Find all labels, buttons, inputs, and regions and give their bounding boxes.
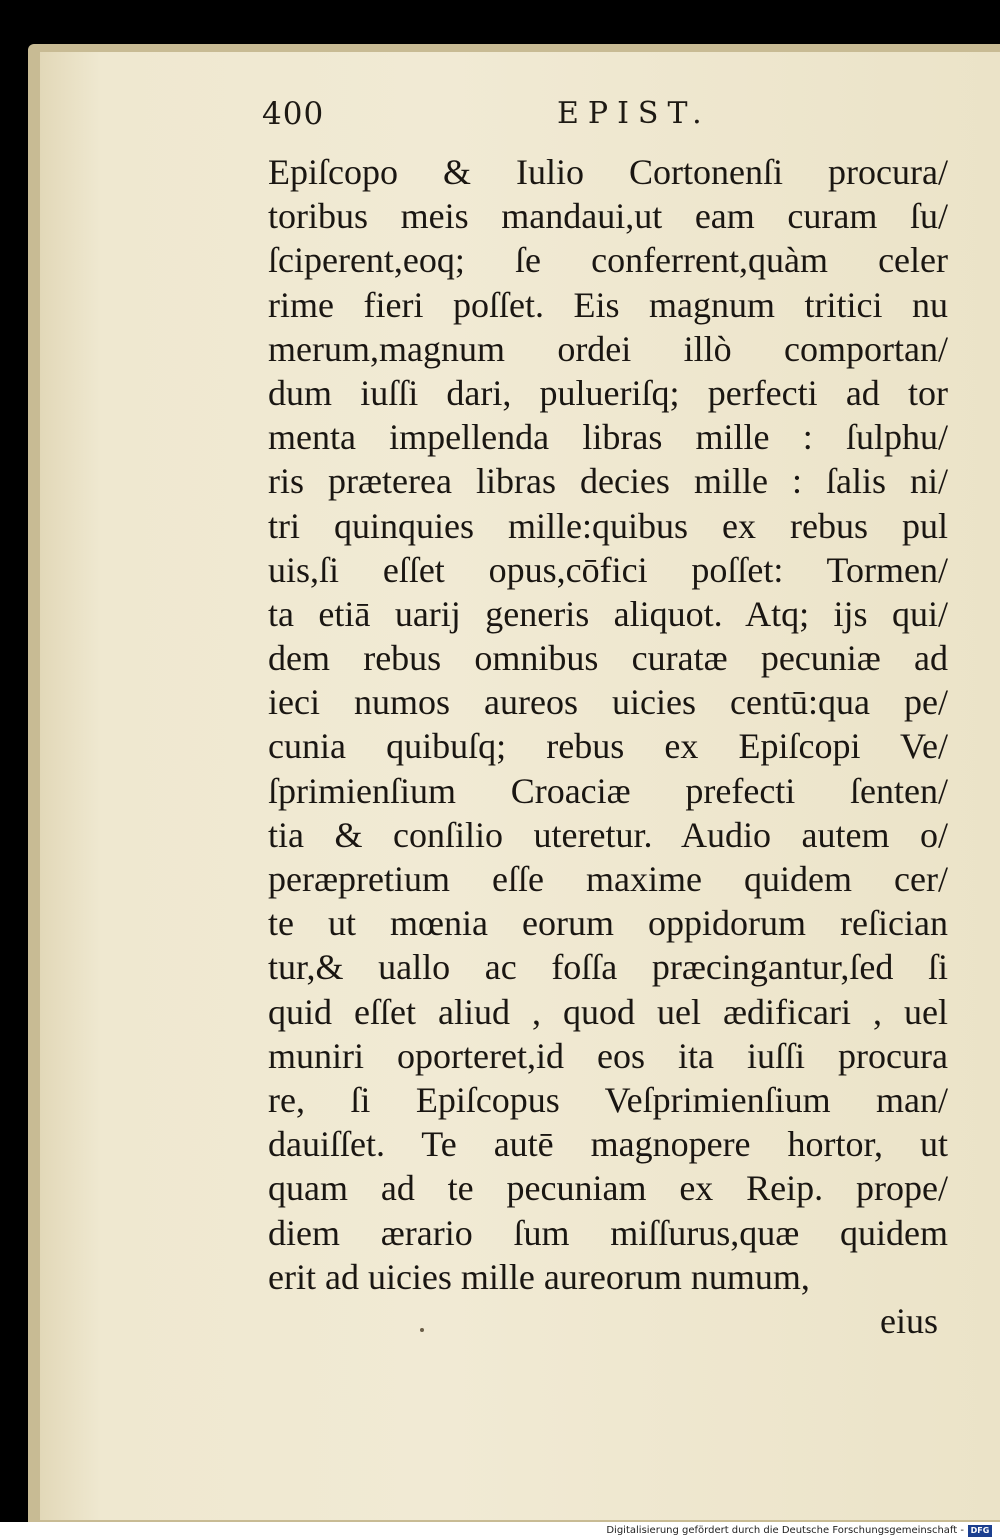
text-line: tur,& uallo ac foſſa præcingantur,ſed ſi [268, 947, 948, 988]
text-line: peræpretium eſſe maxime quidem cer/ [268, 859, 948, 899]
text-line: dem rebus omnibus curatæ pecuniæ ad [268, 638, 948, 679]
text-line: dum iuſſi dari, pulueriſq; perfecti ad tor [268, 372, 948, 413]
text-line: ſciperent,eoq; ſe conferrent,quàm celer [268, 240, 948, 281]
text-line: menta impellenda libras mille : ſulphu/ [268, 417, 948, 458]
text-line: cunia quibuſq; rebus ex Epiſcopi Ve/ [268, 726, 948, 767]
text-line: toribus meis mandaui,ut eam curam ſu/ [268, 196, 948, 237]
digitization-credit: Digitalisierung gefördert durch die Deutsche Forschungsgemeinschaft - [606, 1525, 964, 1536]
page-header [262, 96, 942, 136]
text-line: rime fieri poſſet. Eis magnum tritici nu [268, 284, 948, 325]
text-line: tri quinquies mille:quibus ex rebus pul [268, 505, 948, 546]
text-line: dauiſſet. Te autē magnopere hortor, ut [268, 1124, 948, 1165]
text-line: diem ærario ſum miſſurus,quæ quidem [268, 1212, 948, 1253]
text-line: uis,ſi eſſet opus,cōfici poſſet: Tormen/ [268, 549, 948, 590]
text-line: merum,magnum ordei illò comportan/ [268, 328, 948, 369]
ink-speck [420, 1328, 424, 1332]
text-line: te ut mœnia eorum oppidorum reſician [268, 903, 948, 944]
text-line: quid eſſet aliud , quod uel ædificari , uel [268, 991, 948, 1032]
text-line: ta etiā uarij generis aliquot. Atq; ijs qui/ [268, 593, 948, 634]
catchword: eius [880, 1301, 938, 1341]
running-head: EPIST. [557, 96, 711, 131]
text-line: ris præterea libras decies mille : ſalis ni/ [268, 461, 948, 502]
text-line: ſprimienſium Croaciæ prefecti ſenten/ [268, 770, 948, 811]
text-line: re, ſi Epiſcopus Veſprimienſium man/ [268, 1079, 948, 1120]
text-line: ieci numos aureos uicies centū:qua pe/ [268, 682, 948, 723]
text-line: quam ad te pecuniam ex Reip. prope/ [268, 1168, 948, 1209]
dfg-logo: DFG [968, 1525, 992, 1537]
page-number: 400 [262, 96, 325, 132]
text-line: muniri oporteret,id eos ita iuſſi procura [268, 1035, 948, 1076]
text-line: Epiſcopo & Iulio Cortonenſi procura/ [268, 152, 948, 192]
body-text [268, 150, 948, 1299]
text-line: tia & conſilio uteretur. Audio autem o/ [268, 814, 948, 855]
text-line: erit ad uicies mille aureorum numum, [268, 1256, 810, 1297]
